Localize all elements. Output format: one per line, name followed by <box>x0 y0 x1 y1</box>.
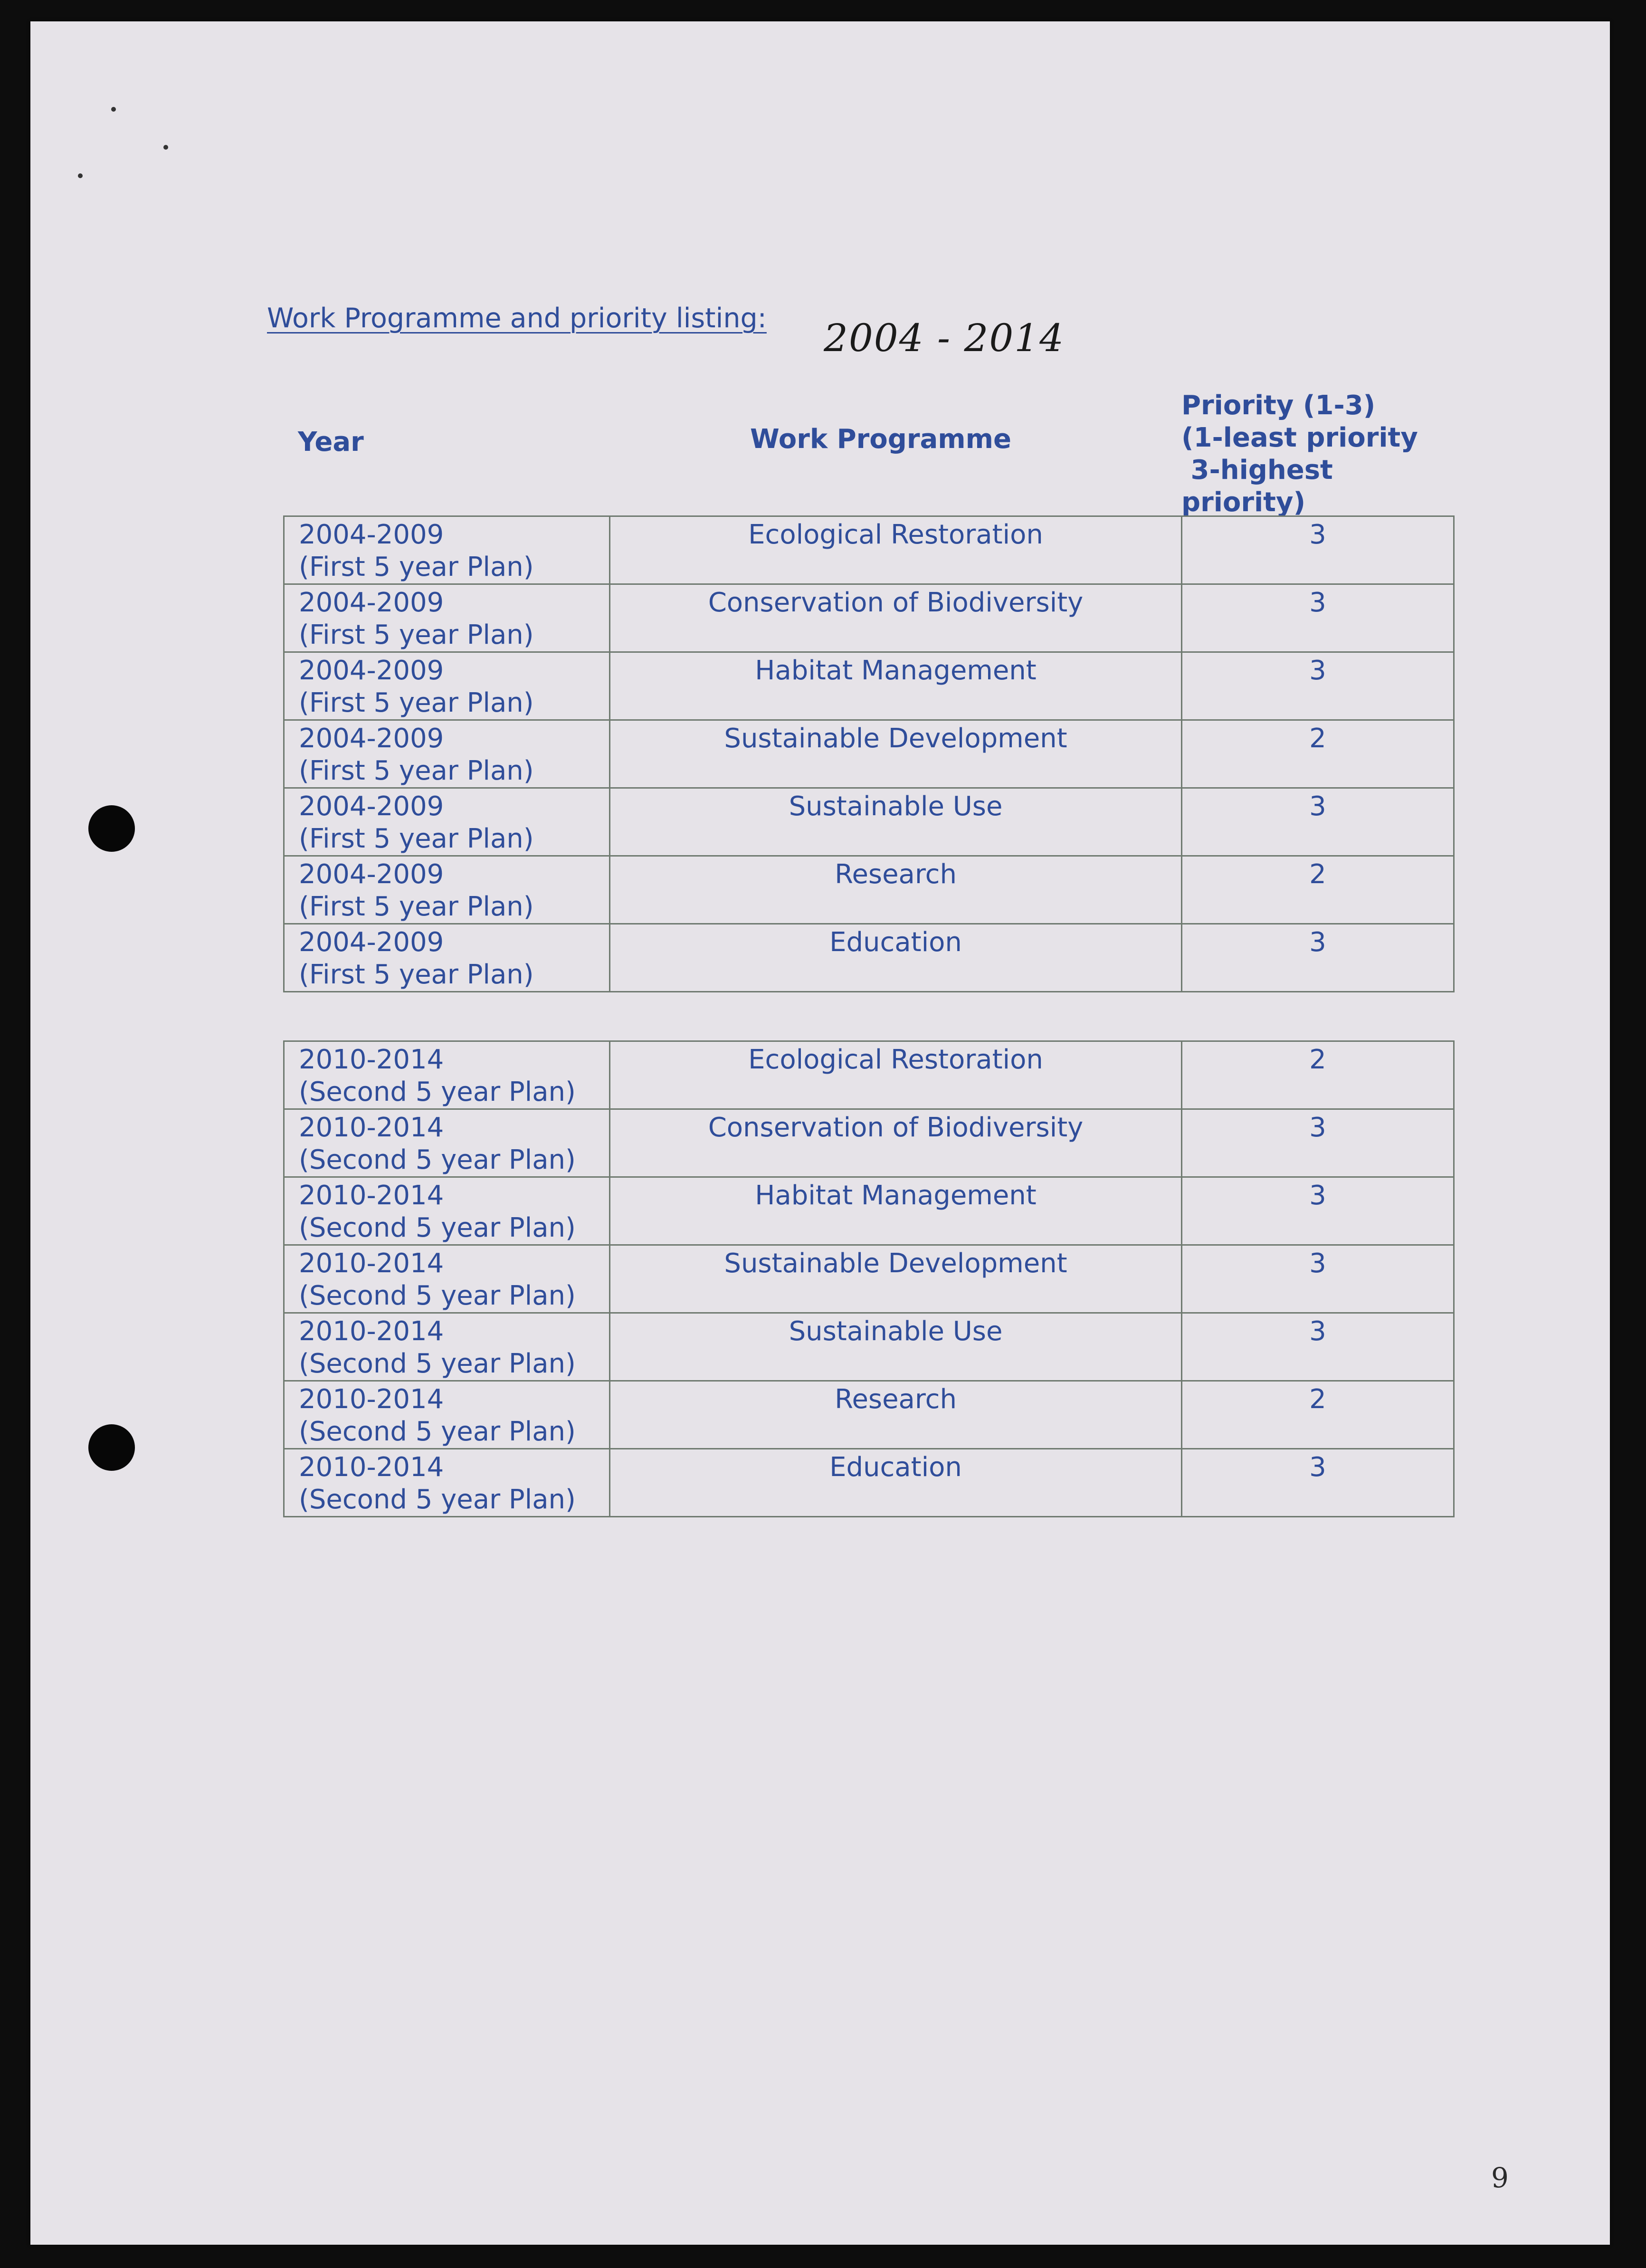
page-number: 9 <box>1491 2162 1509 2194</box>
work-programme-cell: Education <box>610 924 1182 992</box>
priority-cell: 3 <box>1182 1449 1454 1517</box>
work-programme-cell: Habitat Management <box>610 1177 1182 1245</box>
table-row <box>284 584 1454 652</box>
paper-speck <box>163 145 168 150</box>
year-cell <box>284 924 610 992</box>
table-row <box>284 788 1454 856</box>
punch-hole-lower <box>88 1424 135 1471</box>
plan-label: (First 5 year Plan) <box>299 755 534 786</box>
column-header-work-programme: Work Programme <box>750 424 1011 455</box>
plan-label: (First 5 year Plan) <box>299 891 534 922</box>
year-cell <box>284 1041 610 1109</box>
table-row <box>284 1313 1454 1381</box>
plan-label: (First 5 year Plan) <box>299 959 534 990</box>
table-row <box>284 516 1454 584</box>
second-plan-table <box>283 1040 1455 1517</box>
year-cell <box>284 516 610 584</box>
priority-cell: 3 <box>1182 1245 1454 1313</box>
year-cell <box>284 1109 610 1177</box>
year-range: 2004-2009 <box>299 655 444 686</box>
year-cell <box>284 856 610 924</box>
plan-label: (Second 5 year Plan) <box>299 1416 576 1447</box>
priority-cell: 3 <box>1182 924 1454 992</box>
table-row <box>284 1449 1454 1517</box>
year-cell <box>284 1177 610 1245</box>
priority-cell: 2 <box>1182 856 1454 924</box>
column-header-year: Year <box>298 427 364 457</box>
priority-cell: 2 <box>1182 720 1454 788</box>
year-range: 2010-2014 <box>299 1248 444 1279</box>
priority-cell: 3 <box>1182 584 1454 652</box>
table-row <box>284 924 1454 992</box>
work-programme-cell: Ecological Restoration <box>610 1041 1182 1109</box>
document-title: Work Programme and priority listing: <box>267 303 767 334</box>
year-cell <box>284 720 610 788</box>
year-cell <box>284 1245 610 1313</box>
paper-speck <box>78 173 83 178</box>
plan-label: (Second 5 year Plan) <box>299 1348 576 1379</box>
work-programme-cell: Sustainable Use <box>610 1313 1182 1381</box>
year-cell <box>284 584 610 652</box>
year-range: 2010-2014 <box>299 1044 444 1075</box>
year-cell <box>284 1313 610 1381</box>
priority-cell: 3 <box>1182 1177 1454 1245</box>
work-programme-cell: Habitat Management <box>610 652 1182 720</box>
work-programme-cell: Research <box>610 1381 1182 1449</box>
year-cell <box>284 788 610 856</box>
plan-label: (Second 5 year Plan) <box>299 1484 576 1515</box>
work-programme-cell: Ecological Restoration <box>610 516 1182 584</box>
plan-label: (First 5 year Plan) <box>299 552 534 582</box>
table-row <box>284 652 1454 720</box>
table-row <box>284 1109 1454 1177</box>
year-range: 2004-2009 <box>299 519 444 550</box>
punch-hole-upper <box>88 805 135 852</box>
work-programme-cell: Sustainable Development <box>610 1245 1182 1313</box>
table-row <box>284 1381 1454 1449</box>
year-range: 2010-2014 <box>299 1316 444 1347</box>
year-range: 2004-2009 <box>299 927 444 958</box>
work-programme-cell: Research <box>610 856 1182 924</box>
paper-speck <box>111 107 116 112</box>
priority-cell: 3 <box>1182 516 1454 584</box>
year-cell <box>284 652 610 720</box>
plan-label: (Second 5 year Plan) <box>299 1212 576 1243</box>
priority-cell: 3 <box>1182 652 1454 720</box>
plan-label: (First 5 year Plan) <box>299 619 534 650</box>
work-programme-cell: Sustainable Use <box>610 788 1182 856</box>
priority-cell: 2 <box>1182 1041 1454 1109</box>
priority-cell: 3 <box>1182 1313 1454 1381</box>
plan-label: (First 5 year Plan) <box>299 823 534 854</box>
plan-label: (First 5 year Plan) <box>299 687 534 718</box>
year-range: 2004-2009 <box>299 587 444 618</box>
year-cell <box>284 1449 610 1517</box>
table-row <box>284 1177 1454 1245</box>
scanned-page <box>30 21 1610 2245</box>
year-range: 2010-2014 <box>299 1452 444 1483</box>
table-row <box>284 1041 1454 1109</box>
plan-label: (Second 5 year Plan) <box>299 1280 576 1311</box>
year-range: 2004-2009 <box>299 791 444 822</box>
plan-label: (Second 5 year Plan) <box>299 1144 576 1175</box>
plan-label: (Second 5 year Plan) <box>299 1077 576 1107</box>
year-range: 2010-2014 <box>299 1180 444 1211</box>
priority-cell: 3 <box>1182 1109 1454 1177</box>
work-programme-cell: Conservation of Biodiversity <box>610 1109 1182 1177</box>
work-programme-cell: Conservation of Biodiversity <box>610 584 1182 652</box>
priority-cell: 2 <box>1182 1381 1454 1449</box>
table-row <box>284 856 1454 924</box>
priority-cell: 3 <box>1182 788 1454 856</box>
year-range: 2010-2014 <box>299 1384 444 1415</box>
handwritten-date-range: 2004 - 2014 <box>824 316 1065 360</box>
table-row <box>284 720 1454 788</box>
work-programme-cell: Sustainable Development <box>610 720 1182 788</box>
first-plan-table <box>283 515 1455 992</box>
year-range: 2004-2009 <box>299 859 444 890</box>
table-row <box>284 1245 1454 1313</box>
year-range: 2010-2014 <box>299 1112 444 1143</box>
year-range: 2004-2009 <box>299 723 444 754</box>
work-programme-cell: Education <box>610 1449 1182 1517</box>
year-cell <box>284 1381 610 1449</box>
column-header-priority: Priority (1-3) (1-least priority 3-highest priority) <box>1181 390 1418 518</box>
